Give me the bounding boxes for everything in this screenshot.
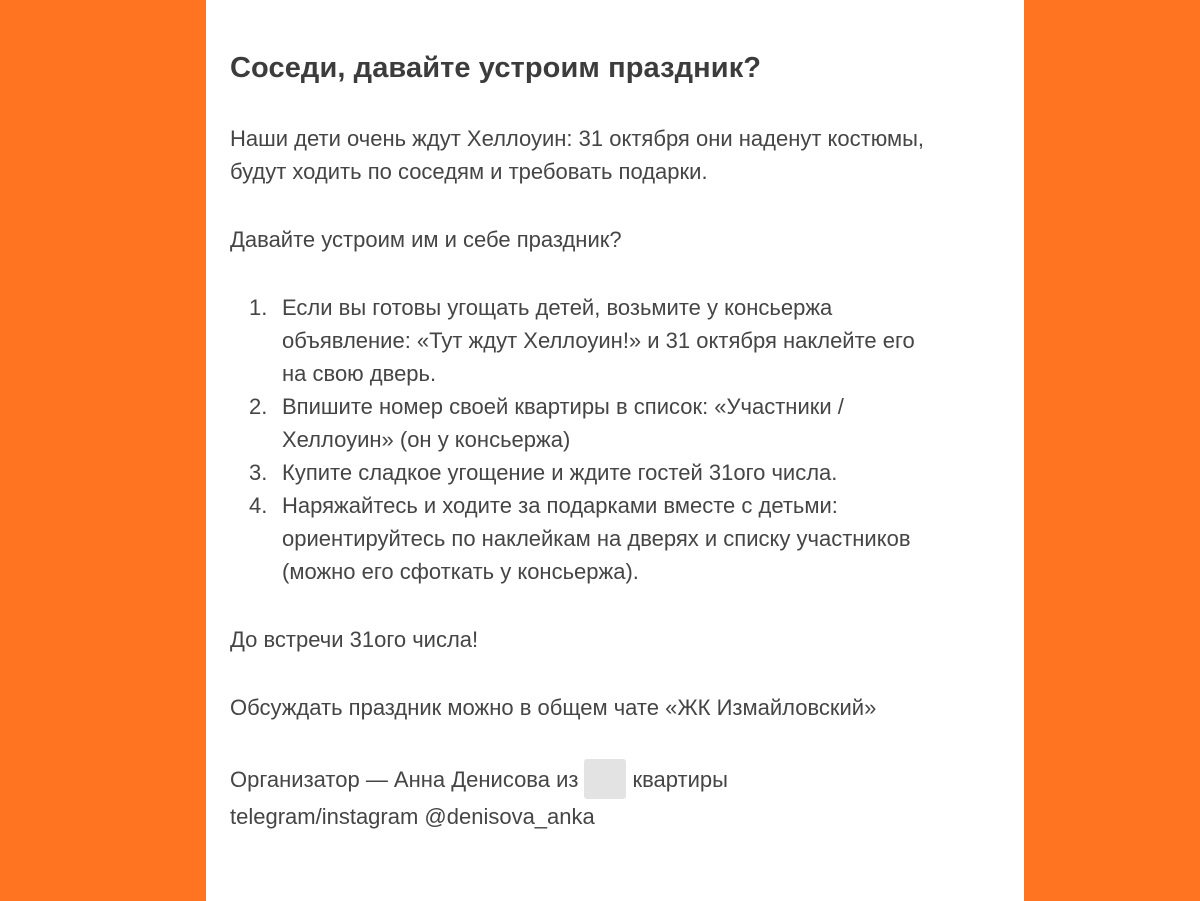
step-number: 2. bbox=[249, 394, 268, 419]
contacts-line: telegram/instagram @denisova_anka bbox=[230, 804, 595, 829]
step-number: 3. bbox=[249, 460, 268, 485]
intro-line: Наши дети очень ждут Хеллоуин: 31 октября они наденут костюмы, bbox=[230, 126, 925, 151]
list-item bbox=[230, 390, 1004, 456]
list-item bbox=[230, 291, 1004, 390]
step-line: (можно его сфоткать у консьержа). bbox=[282, 559, 639, 584]
redacted-apartment-number bbox=[584, 759, 626, 799]
step-number: 1. bbox=[249, 295, 268, 320]
step-line: Если вы готовы угощать детей, возьмите у консьержа bbox=[282, 295, 833, 320]
organizer-prefix: Организатор — Анна Денисова из bbox=[230, 767, 579, 792]
step-line: Купите сладкое угощение и ждите гостей 31ого числа. bbox=[282, 460, 838, 485]
notice-sheet bbox=[206, 0, 1024, 901]
steps-list bbox=[230, 291, 1004, 588]
step-line: объявление: «Тут ждут Хеллоуин!» и 31 октября наклейте его bbox=[282, 328, 915, 353]
chat-paragraph: Обсуждать праздник можно в общем чате «ЖК Измайловский» bbox=[230, 695, 877, 720]
step-line: Хеллоуин» (он у консьержа) bbox=[282, 427, 571, 452]
farewell-paragraph: До встречи 31ого числа! bbox=[230, 627, 479, 652]
intro-line: будут ходить по соседям и требовать подарки. bbox=[230, 159, 708, 184]
intro-paragraph bbox=[230, 122, 1004, 188]
step-line: Наряжайтесь и ходите за подарками вместе с детьми: bbox=[282, 493, 838, 518]
organizer-paragraph bbox=[230, 759, 1004, 835]
notice-title: Соседи, давайте устроим праздник? bbox=[230, 52, 762, 84]
step-number: 4. bbox=[249, 493, 268, 518]
list-item bbox=[230, 456, 1004, 489]
step-line: ориентируйтесь по наклейкам на дверях и списку участников bbox=[282, 526, 911, 551]
organizer-suffix: квартиры bbox=[632, 767, 728, 792]
list-item bbox=[230, 489, 1004, 588]
invite-paragraph: Давайте устроим им и себе праздник? bbox=[230, 227, 622, 252]
step-line: на свою дверь. bbox=[282, 361, 437, 386]
step-line: Впишите номер своей квартиры в список: «Участники / bbox=[282, 394, 844, 419]
